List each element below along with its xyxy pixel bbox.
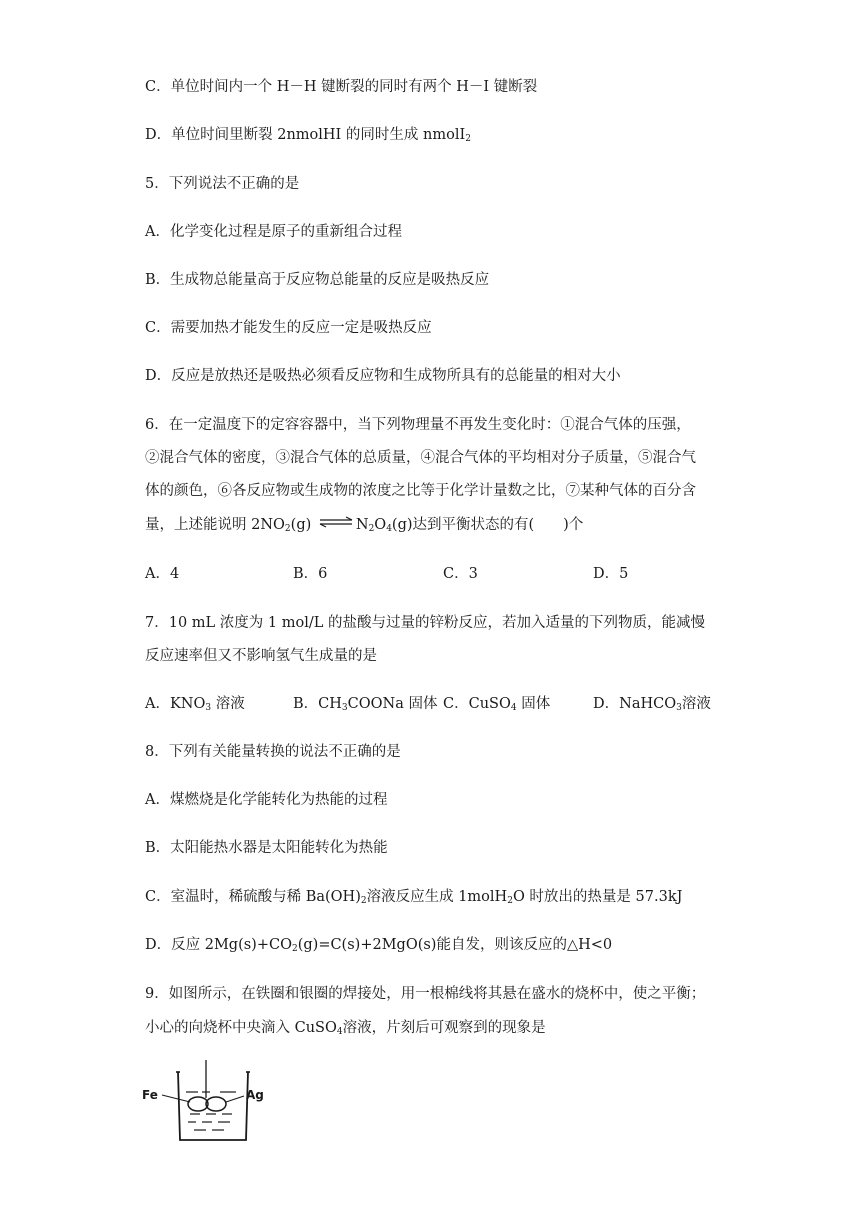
q6-option-b: B．6 — [293, 566, 328, 582]
ag-ring — [206, 1097, 226, 1111]
q6-option-d: D．5 — [593, 566, 629, 582]
equilibrium-arrow-icon — [318, 514, 354, 526]
q8-option-c: C．室温时，稀硫酸与稀 $Ba(OH)_2$溶液反应生成 1molH$_2$O 时放出的热量是 57.3kJ — [145, 889, 683, 906]
q7-stem-line2: 反应速率但又不影响氢气生成量的是 — [145, 648, 377, 664]
fe-label: Fe — [142, 1088, 158, 1102]
beaker-figure — [140, 1058, 270, 1148]
fe-ring — [188, 1097, 208, 1111]
q7-option-a: A．$KNO_3$ 溶液 — [145, 696, 245, 713]
q6-stem-line3: 体的颜色，⑥各反应物或生成物的浓度之比等于化学计量数之比，⑦某种气体的百分含 — [145, 483, 696, 499]
q5-option-b: B．生成物总能量高于反应物总能量的反应是吸热反应 — [145, 272, 490, 288]
ag-label: Ag — [246, 1088, 264, 1102]
q5-option-d: D．反应是放热还是吸热必须看反应物和生成物所具有的总能量的相对大小 — [145, 368, 621, 384]
q7-option-d: D．NaHCO$_3$溶液 — [593, 696, 711, 713]
q7-option-b: B．$CH_3COONa$ 固体 — [293, 696, 438, 713]
q6-stem-line1: 6．在一定温度下的定容容器中，当下列物理量不再发生变化时：①混合气体的压强， — [145, 417, 691, 433]
q6-option-a: A．4 — [145, 566, 180, 582]
q8-stem: 8．下列有关能量转换的说法不正确的是 — [145, 744, 401, 760]
q5-option-c: C．需要加热才能发生的反应一定是吸热反应 — [145, 320, 432, 336]
q6-stem-line2: ②混合气体的密度，③混合气体的总质量，④混合气体的平均相对分子质量，⑤混合气 — [145, 450, 696, 466]
q6-stem-line4: 量，上述能说明 $2NO_2(g)$ $N_2O_4(g)$达到平衡状态的有( )个 — [145, 514, 583, 535]
q7-stem-line1: 7．10 mL 浓度为 1 mol/L 的盐酸与过量的锌粉反应，若加入适量的下列物质，能减慢 — [145, 615, 705, 631]
q5-option-a: A．化学变化过程是原子的重新组合过程 — [145, 224, 402, 240]
q5-stem: 5．下列说法不正确的是 — [145, 176, 300, 192]
q9-stem-line2: 小心的向烧杯中央滴入 CuSO$_4$溶液，片刻后可观察到的现象是 — [145, 1020, 546, 1037]
q8-option-a: A．煤燃烧是化学能转化为热能的过程 — [145, 792, 388, 808]
q8-option-d: D．反应 $2Mg(s)+CO_2(g)=C(s)+2MgO(s)$能自发，则该反应的△H<0 — [145, 937, 613, 954]
q9-stem-line1: 9．如图所示，在铁圈和银圈的焊接处，用一根棉线将其悬在盛水的烧杯中，使之平衡； — [145, 986, 706, 1002]
q4-option-d: D．单位时间里断裂 2nmolHI 的同时生成 nmolI$_2$ — [145, 127, 471, 144]
q6-option-c: C．3 — [443, 566, 478, 582]
q7-option-c: C．CuSO$_4$ 固体 — [443, 696, 551, 713]
q8-option-b: B．太阳能热水器是太阳能转化为热能 — [145, 840, 388, 856]
q4-option-c: C．单位时间内一个 H－H 键断裂的同时有两个 H－I 键断裂 — [145, 79, 538, 95]
